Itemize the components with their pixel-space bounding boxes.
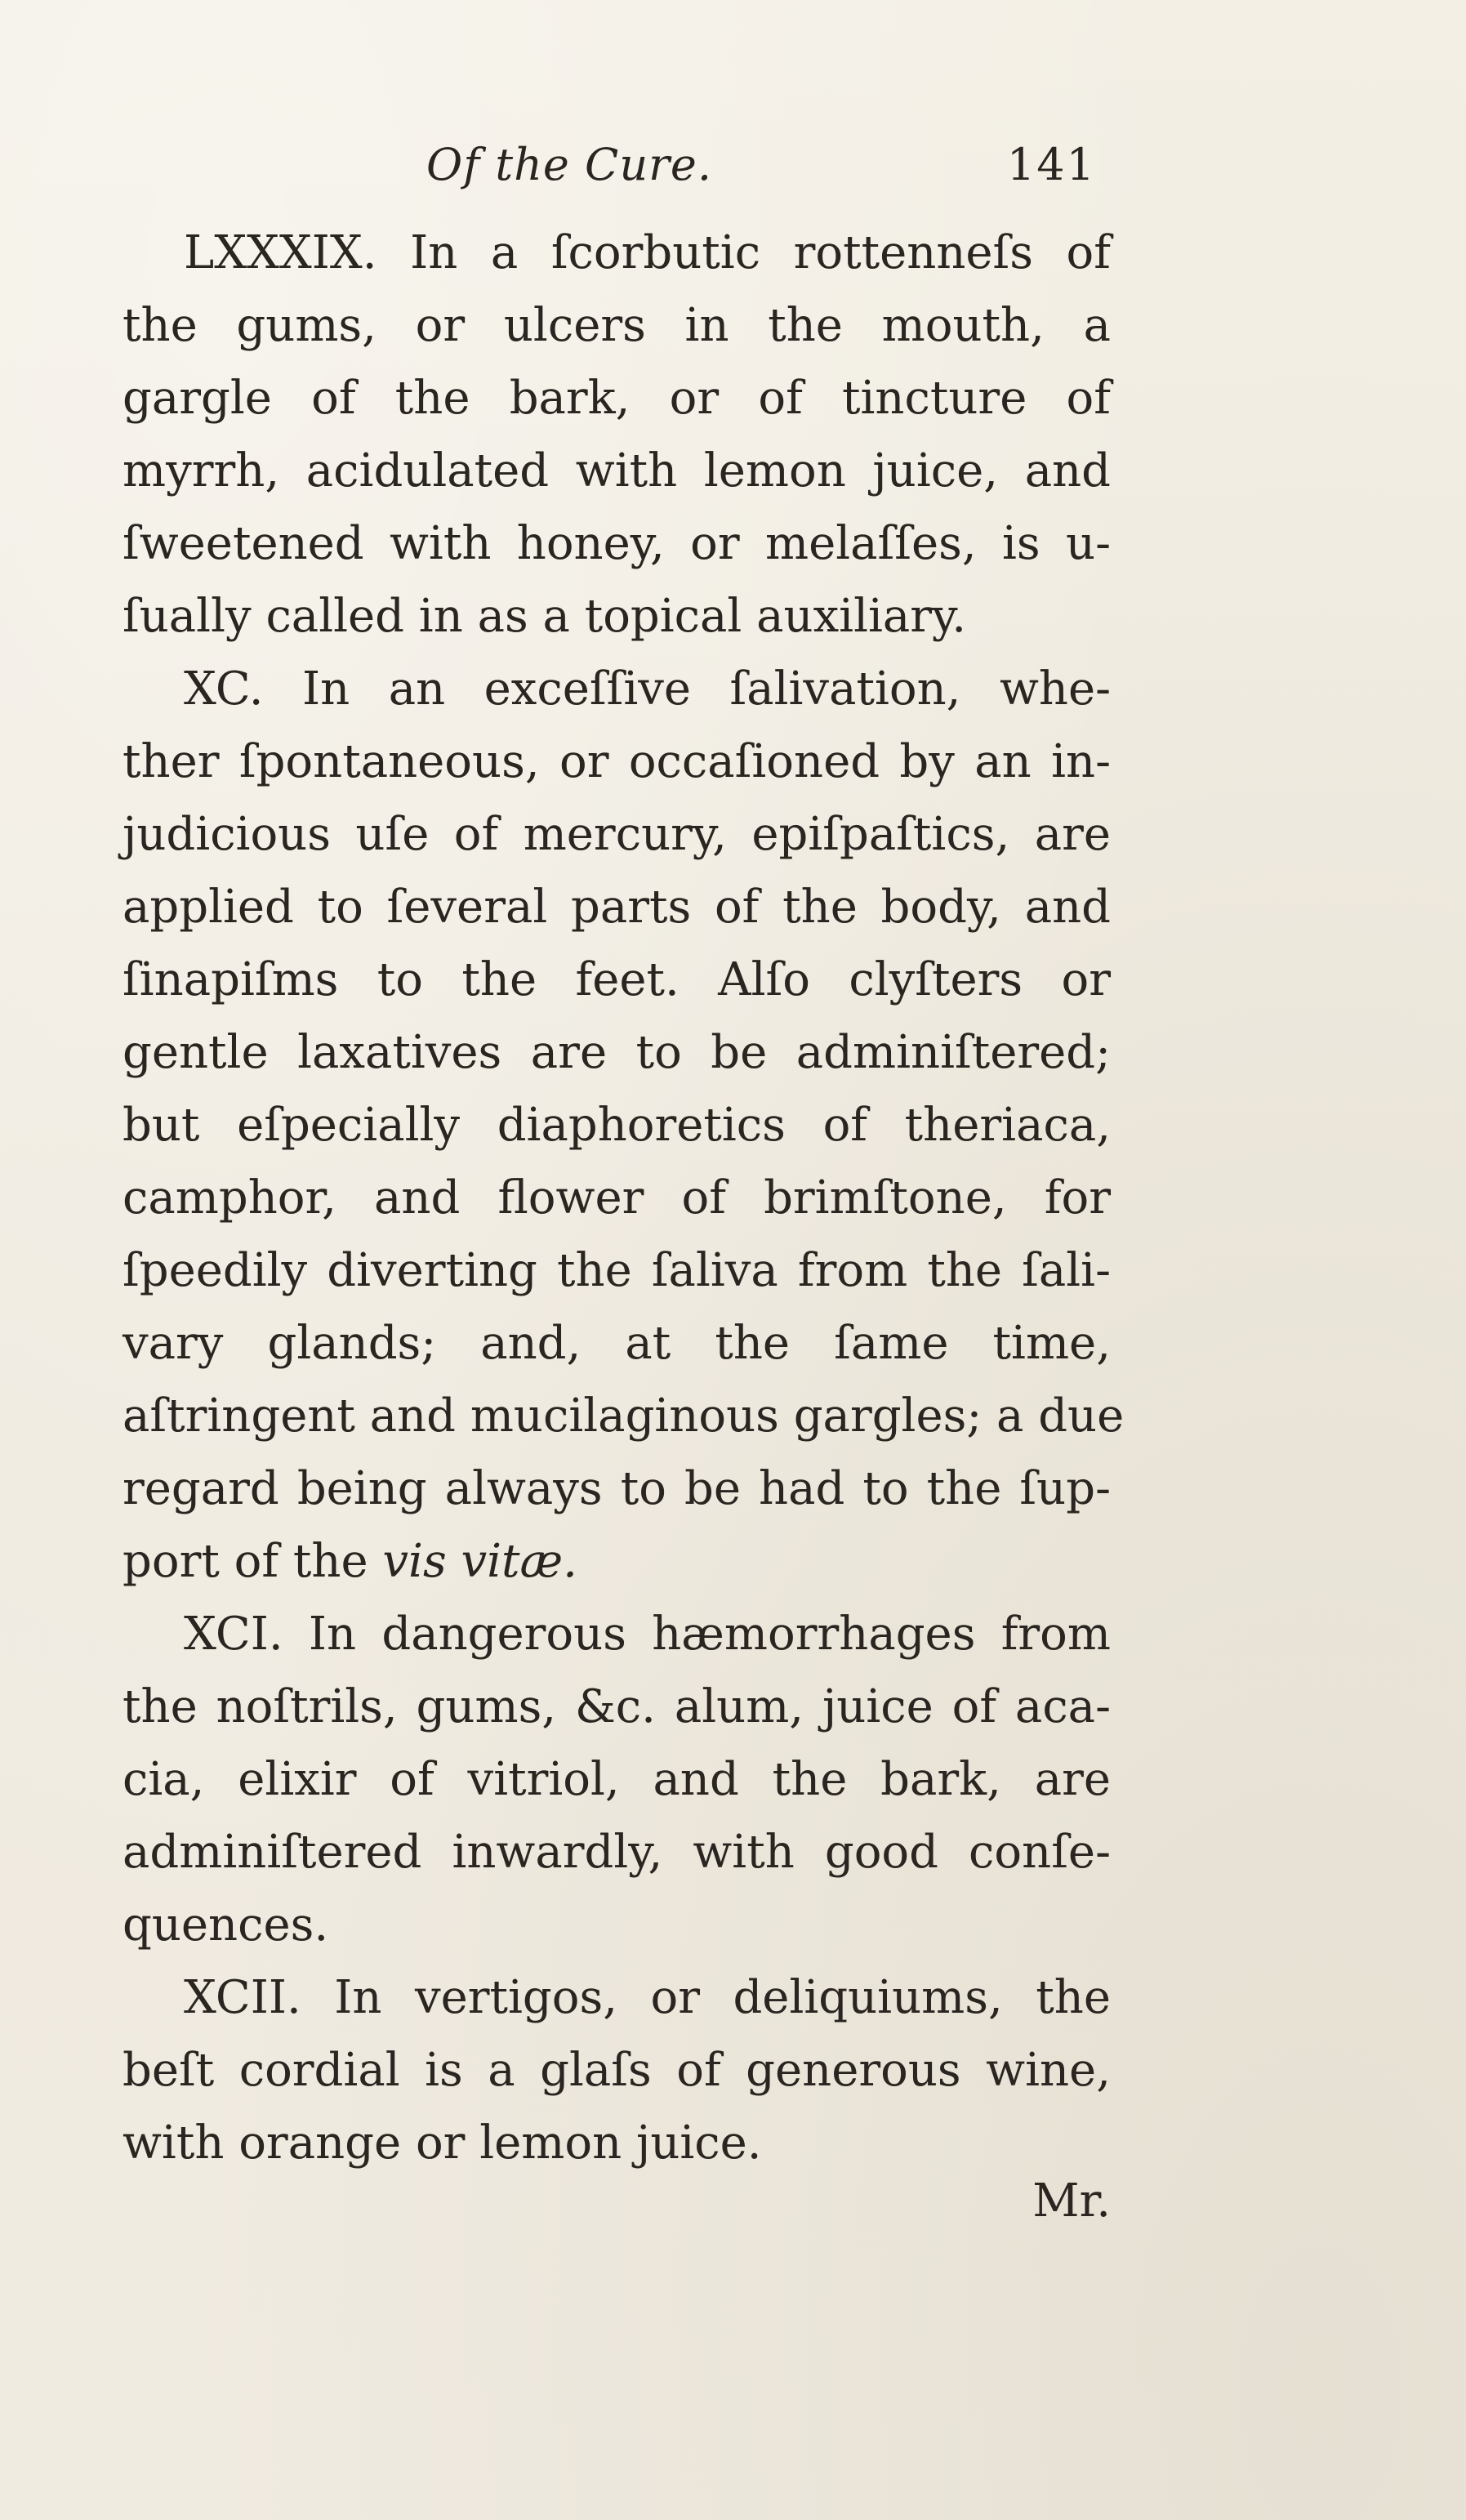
text-line: quences.: [123, 1898, 329, 1951]
paragraph-lxxxix: [123, 216, 1111, 653]
text-line: ſinapiſms to the feet. Alſo clyſters or: [123, 953, 1111, 1006]
text-line: ſually called in as a topical auxiliary.: [123, 590, 967, 643]
text-line: XCI. In dangerous hæmorrhages from: [184, 1608, 1111, 1661]
page-number: 141: [1006, 139, 1096, 190]
running-head: Of the Cure.: [426, 139, 713, 190]
text-line: the gums, or ulcers in the mouth, a: [123, 299, 1111, 352]
page-header: [123, 139, 1111, 212]
text-line: myrrh, acidulated with lemon juice, and: [123, 444, 1111, 497]
text-line: ſweetened with honey, or melaſſes, is u-: [123, 517, 1111, 570]
text-line: ſpeedily diverting the ſaliva from the ſali-: [123, 1244, 1111, 1297]
text-line: ther ſpontaneous, or occaſioned by an in-: [123, 735, 1111, 788]
text-line: regard being always to be had to the ſup-: [123, 1462, 1111, 1515]
text-line: camphor, and flower of brimſtone, for: [123, 1171, 1111, 1224]
text-line: aſtringent and mucilaginous gargles; a due: [123, 1389, 1125, 1443]
text-line: judicious uſe of mercury, epiſpaſtics, are: [123, 808, 1111, 861]
paragraph-xc: [123, 653, 1125, 1598]
text-line: LXXXIX. In a ſcorbutic rottenneſs of: [184, 226, 1111, 279]
text-line: cia, elixir of vitriol, and the bark, are: [123, 1753, 1111, 1806]
text-line: but eſpecially diaphoretics of theriaca,: [123, 1099, 1111, 1152]
text-line: applied to ſeveral parts of the body, and: [123, 881, 1111, 934]
text-line: vary glands; and, at the ſame time,: [123, 1317, 1111, 1370]
paragraph-xcii: [123, 1961, 1111, 2179]
text-line: adminiſtered inwardly, with good conſe-: [123, 1826, 1111, 1879]
paragraph-xci: [123, 1598, 1111, 1961]
text-line: port of the: [123, 1535, 368, 1588]
text-line: with orange or lemon juice.: [123, 2116, 762, 2170]
catchword: Mr.: [1032, 2174, 1111, 2228]
text-line: the noſtrils, gums, &c. alum, juice of aca-: [123, 1680, 1111, 1733]
text-line: beſt cordial is a glaſs of generous wine,: [123, 2044, 1111, 2097]
text-line: gentle laxatives are to be adminiſtered;: [123, 1026, 1111, 1079]
text-line: gargle of the bark, or of tincture of: [123, 372, 1111, 425]
italic-phrase: vis vitæ.: [382, 1535, 577, 1588]
body-text: [123, 216, 1125, 2179]
text-line-with-italic: [123, 1525, 1111, 1598]
text-line: XC. In an exceſſive ſalivation, whe-: [184, 662, 1111, 716]
text-line: XCII. In vertigos, or deliquiums, the: [184, 1971, 1111, 2024]
